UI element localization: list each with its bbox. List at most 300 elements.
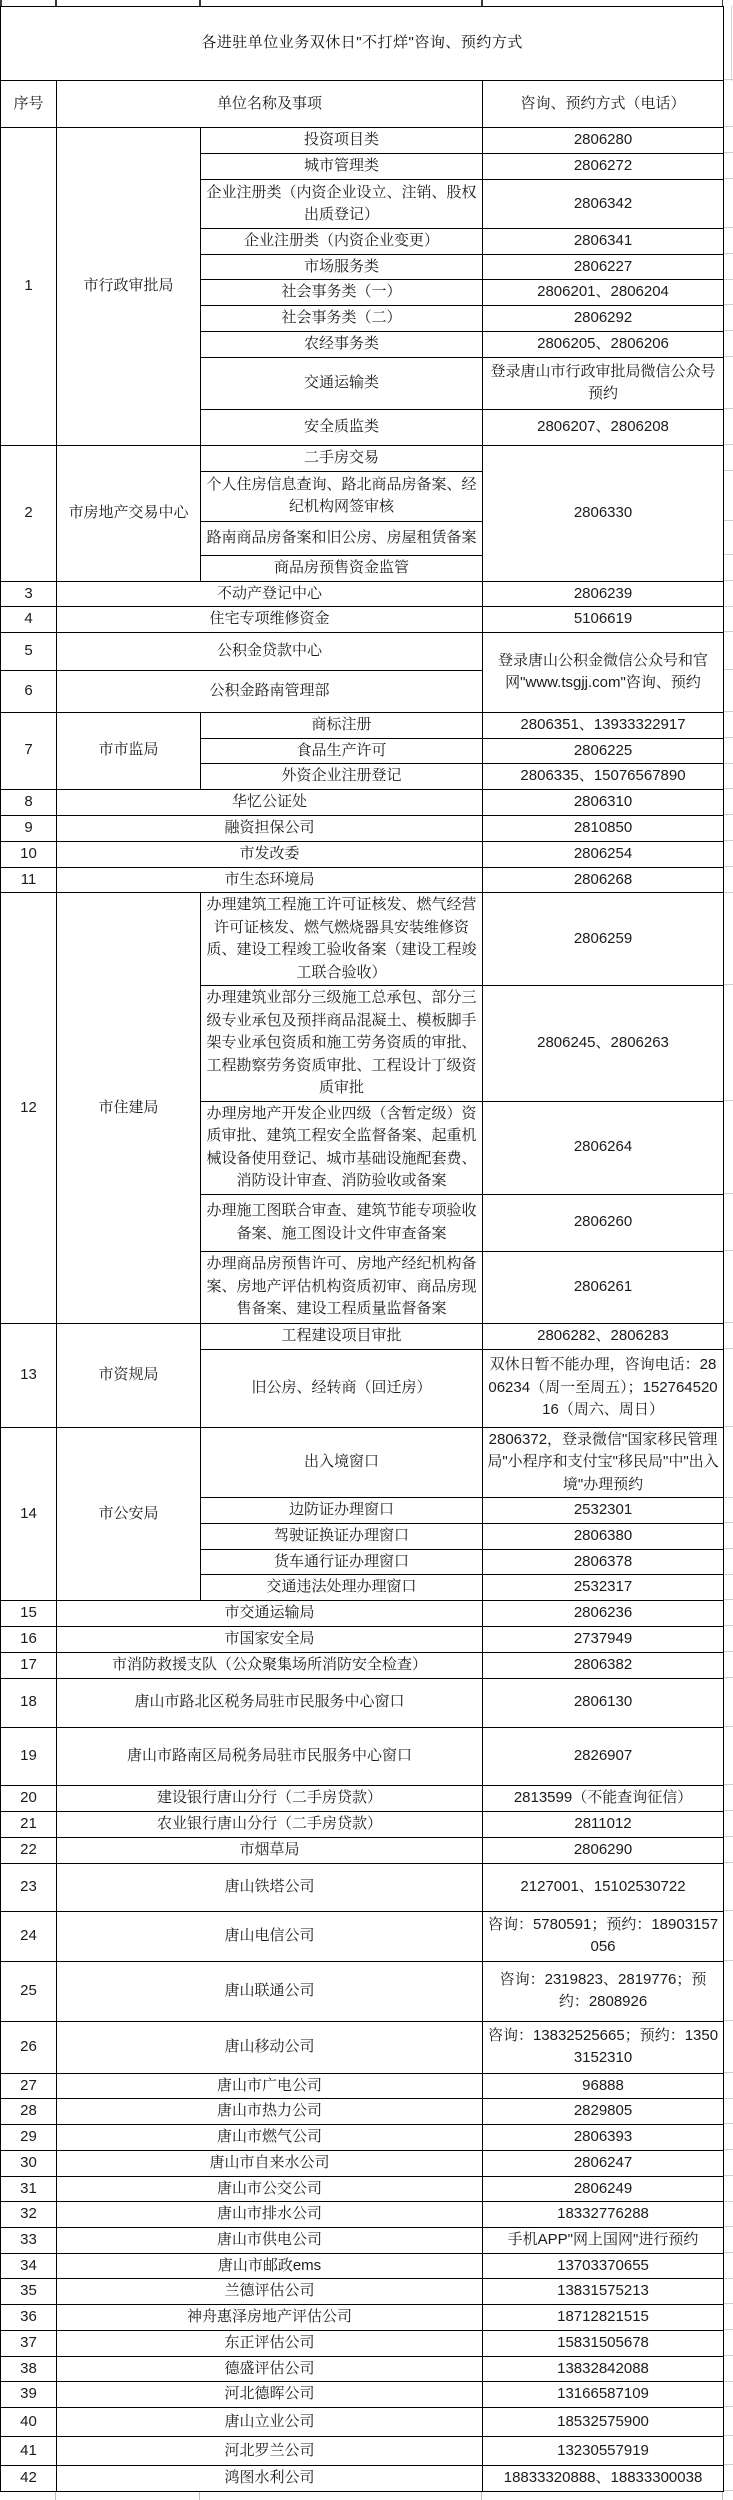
phone-value: 2806310 xyxy=(483,789,724,815)
phone-value: 2806342 xyxy=(483,180,724,229)
row-number: 10 xyxy=(1,841,57,867)
row-number: 33 xyxy=(1,2227,57,2253)
row-number: 37 xyxy=(1,2330,57,2356)
unit-item-name: 华忆公证处 xyxy=(57,789,483,815)
header-row xyxy=(1,81,724,128)
item-name: 市场服务类 xyxy=(201,254,483,280)
phone-value: 咨询：13832525665；预约：13503152310 xyxy=(483,2021,724,2073)
table-row xyxy=(1,815,724,841)
gridline xyxy=(724,1625,733,1626)
phone-value: 96888 xyxy=(483,2073,724,2099)
table-row xyxy=(1,632,724,670)
gridline xyxy=(724,669,733,670)
gridline xyxy=(724,840,733,841)
table-row xyxy=(1,893,724,986)
item-name: 办理房地产开发企业四级（含暂定级）资质审批、建筑工程安全监督备案、起重机械设备使用登记、城市基础设施配套费、消防设计审查、消防验收或备案 xyxy=(201,1101,483,1194)
item-name: 外资企业注册登记 xyxy=(201,764,483,790)
item-name: 办理商品房预售许可、房地产经纪机构备案、房地产评估机构资质初审、商品房现售备案、建设工程质量监督备案 xyxy=(201,1251,483,1323)
gridline xyxy=(724,1426,733,1427)
unit-item-name: 市生态环境局 xyxy=(57,867,483,893)
unit-item-name: 唐山市燃气公司 xyxy=(57,2125,483,2151)
row-number: 14 xyxy=(1,1427,57,1601)
row-number: 38 xyxy=(1,2356,57,2382)
unit-item-name: 唐山立业公司 xyxy=(57,2408,483,2437)
phone-value: 2806268 xyxy=(483,867,724,893)
unit-item-name: 唐山市广电公司 xyxy=(57,2073,483,2099)
gridline xyxy=(724,178,733,179)
row-number: 40 xyxy=(1,2408,57,2437)
phone-value: 2806280 xyxy=(483,128,724,154)
gridline xyxy=(724,330,733,331)
gridline xyxy=(724,1250,733,1251)
gridline xyxy=(0,0,2,6)
gridline xyxy=(724,814,733,815)
table-row xyxy=(1,789,724,815)
item-name: 边防证办理窗口 xyxy=(201,1498,483,1524)
unit-item-name: 公积金贷款中心 xyxy=(57,632,483,670)
table-row xyxy=(1,2253,724,2279)
unit-item-name: 融资担保公司 xyxy=(57,815,483,841)
phone-value: 2806254 xyxy=(483,841,724,867)
row-number: 25 xyxy=(1,1961,57,2021)
phone-value: 2806259 xyxy=(483,893,724,986)
unit-item-name: 市发改委 xyxy=(57,841,483,867)
item-name: 投资项目类 xyxy=(201,128,483,154)
table-row xyxy=(1,1678,724,1727)
gridline xyxy=(724,2072,733,2073)
unit-item-name: 兰德评估公司 xyxy=(57,2279,483,2305)
row-number: 28 xyxy=(1,2099,57,2125)
phone-value: 2826907 xyxy=(483,1727,724,1785)
row-number: 41 xyxy=(1,2437,57,2466)
unit-name: 市房地产交易中心 xyxy=(57,445,201,581)
phone-value: 2806236 xyxy=(483,1601,724,1627)
unit-item-name: 唐山市公交公司 xyxy=(57,2176,483,2202)
table-row xyxy=(1,2330,724,2356)
clipped-bottom-row xyxy=(0,2492,733,2500)
item-name: 商品房预售资金监管 xyxy=(201,555,483,581)
phone-value: 2806260 xyxy=(483,1194,724,1251)
phone-value: 5106619 xyxy=(483,607,724,633)
phone-value: 登录唐山市行政审批局微信公众号预约 xyxy=(483,357,724,409)
row-number: 23 xyxy=(1,1863,57,1911)
contact-table xyxy=(0,6,724,2492)
unit-item-name: 市交通运输局 xyxy=(57,1601,483,1627)
phone-value: 2806282、2806283 xyxy=(483,1323,724,1349)
gridline xyxy=(724,1348,733,1349)
unit-item-name: 唐山市路南区局税务局驻市民服务中心窗口 xyxy=(57,1727,483,1785)
phone-value: 2127001、15102530722 xyxy=(483,1863,724,1911)
gridline xyxy=(724,2435,733,2436)
unit-item-name: 河北罗兰公司 xyxy=(57,2437,483,2466)
gridline xyxy=(724,444,733,445)
item-name: 二手房交易 xyxy=(201,445,483,471)
row-number: 21 xyxy=(1,1811,57,1837)
phone-value: 2813599（不能查询征信） xyxy=(483,1785,724,1811)
gridline xyxy=(722,2492,723,2500)
gridline xyxy=(724,763,733,764)
gridline xyxy=(724,2175,733,2176)
item-name: 出入境窗口 xyxy=(201,1427,483,1498)
phone-value: 2806341 xyxy=(483,229,724,255)
phone-value: 13703370655 xyxy=(483,2253,724,2279)
gridline xyxy=(724,788,733,789)
row-number: 17 xyxy=(1,1652,57,1678)
phone-value: 2737949 xyxy=(483,1626,724,1652)
gridline xyxy=(731,6,732,81)
phone-value: 2806239 xyxy=(483,581,724,607)
gridline xyxy=(724,470,733,471)
phone-value: 2806207、2806208 xyxy=(483,409,724,445)
phone-value: 2806330 xyxy=(483,445,724,581)
gridline xyxy=(199,2492,200,2500)
row-number: 32 xyxy=(1,2202,57,2228)
gridline xyxy=(724,520,733,521)
phone-value: 2806290 xyxy=(483,1837,724,1863)
unit-item-name: 唐山市供电公司 xyxy=(57,2227,483,2253)
column-header-unit: 单位名称及事项 xyxy=(57,81,483,128)
unit-name: 市住建局 xyxy=(57,893,201,1324)
phone-value: 2806382 xyxy=(483,1652,724,1678)
phone-value: 咨询：5780591；预约：18903157056 xyxy=(483,1911,724,1961)
phone-value: 15831505678 xyxy=(483,2330,724,2356)
table-row xyxy=(1,1837,724,1863)
row-number: 4 xyxy=(1,607,57,633)
phone-value: 2806227 xyxy=(483,254,724,280)
gridline xyxy=(724,1910,733,1911)
item-name: 交通违法处理办理窗口 xyxy=(201,1575,483,1601)
row-number: 36 xyxy=(1,2305,57,2331)
row-number: 3 xyxy=(1,581,57,607)
gridline xyxy=(724,227,733,228)
phone-value: 13832842088 xyxy=(483,2356,724,2382)
table-row xyxy=(1,445,724,471)
item-name: 城市管理类 xyxy=(201,154,483,180)
gridline xyxy=(724,1322,733,1323)
unit-item-name: 唐山铁塔公司 xyxy=(57,1863,483,1911)
gridline xyxy=(724,580,733,581)
row-number: 26 xyxy=(1,2021,57,2073)
item-name: 办理建筑工程施工许可证核发、燃气经营许可证核发、燃气燃烧器具安装维修资质、建设工程竣工验收备案（建设工程竣工联合验收） xyxy=(201,893,483,986)
item-name: 交通运输类 xyxy=(201,357,483,409)
gridline xyxy=(724,1193,733,1194)
gridline xyxy=(724,1497,733,1498)
item-name: 社会事务类（二） xyxy=(201,305,483,331)
phone-value: 2806261 xyxy=(483,1251,724,1323)
gridline xyxy=(481,2492,482,2500)
phone-value: 2806335、15076567890 xyxy=(483,764,724,790)
row-number: 24 xyxy=(1,1911,57,1961)
gridline xyxy=(724,1810,733,1811)
gridline xyxy=(724,711,733,712)
table-row xyxy=(1,2021,724,2073)
table-row xyxy=(1,2125,724,2151)
table-row xyxy=(1,712,724,738)
item-name: 路南商品房备案和旧公房、房屋租赁备案 xyxy=(201,521,483,555)
row-number: 6 xyxy=(1,670,57,712)
gridline xyxy=(724,2149,733,2150)
item-name: 企业注册类（内资企业变更） xyxy=(201,229,483,255)
table-row xyxy=(1,2202,724,2228)
phone-value: 2806201、2806204 xyxy=(483,280,724,306)
gridline xyxy=(724,79,733,80)
table-row xyxy=(1,2382,724,2408)
unit-item-name: 德盛评估公司 xyxy=(57,2356,483,2382)
table-row xyxy=(1,1785,724,1811)
phone-value: 2810850 xyxy=(483,815,724,841)
table-row xyxy=(1,2466,724,2492)
gridline xyxy=(724,304,733,305)
row-number: 27 xyxy=(1,2073,57,2099)
row-number: 31 xyxy=(1,2176,57,2202)
unit-item-name: 唐山市自来水公司 xyxy=(57,2150,483,2176)
page-title: 各进驻单位业务双休日"不打烊"咨询、预约方式 xyxy=(1,7,724,81)
gridline xyxy=(724,1784,733,1785)
item-name: 企业注册类（内资企业设立、注销、股权出质登记） xyxy=(201,180,483,229)
row-number: 5 xyxy=(1,632,57,670)
unit-item-name: 市国家安全局 xyxy=(57,1626,483,1652)
row-number: 18 xyxy=(1,1678,57,1727)
unit-item-name: 唐山市热力公司 xyxy=(57,2099,483,2125)
row-number: 19 xyxy=(1,1727,57,1785)
table-row xyxy=(1,1863,724,1911)
gridline xyxy=(724,631,733,632)
phone-value: 2806249 xyxy=(483,2176,724,2202)
table-row xyxy=(1,2150,724,2176)
row-number: 30 xyxy=(1,2150,57,2176)
table-row xyxy=(1,2279,724,2305)
phone-value: 2532301 xyxy=(483,1498,724,1524)
gridline xyxy=(724,1726,733,1727)
table-row xyxy=(1,1652,724,1678)
phone-value: 手机APP"网上国网"进行预约 xyxy=(483,2227,724,2253)
row-number: 1 xyxy=(1,128,57,446)
row-number: 11 xyxy=(1,867,57,893)
gridline xyxy=(724,2406,733,2407)
phone-value: 2806372，登录微信"国家移民管理局"小程序和支付宝"移民局"中"出入境"办理预约 xyxy=(483,1427,724,1498)
phone-value: 2806272 xyxy=(483,154,724,180)
unit-item-name: 住宅专项维修资金 xyxy=(57,607,483,633)
unit-item-name: 唐山联通公司 xyxy=(57,1961,483,2021)
unit-item-name: 唐山市路北区税务局驻市民服务中心窗口 xyxy=(57,1678,483,1727)
table-row xyxy=(1,1601,724,1627)
phone-value: 2806225 xyxy=(483,738,724,764)
row-number: 15 xyxy=(1,1601,57,1627)
unit-item-name: 公积金路南管理部 xyxy=(57,670,483,712)
gridline xyxy=(724,408,733,409)
phone-value: 18712821515 xyxy=(483,2305,724,2331)
gridline xyxy=(724,892,733,893)
item-name: 商标注册 xyxy=(201,712,483,738)
table-row xyxy=(1,1727,724,1785)
gridline xyxy=(199,0,201,6)
table-row xyxy=(1,2176,724,2202)
row-number: 16 xyxy=(1,1626,57,1652)
phone-value: 双休日暂不能办理，咨询电话：2806234（周一至周五）；15276452016（周六、周日） xyxy=(483,1349,724,1427)
item-name: 办理建筑业部分三级施工总承包、部分三级专业承包及预拌商品混凝土、模板脚手架专业承包资质和施工劳务资质的审批、工程勘察劳务资质审批、工程设计丁级资质审批 xyxy=(201,986,483,1102)
row-number: 2 xyxy=(1,445,57,581)
table-body xyxy=(1,128,724,2492)
gridline xyxy=(724,2201,733,2202)
gridline xyxy=(724,1651,733,1652)
table-row xyxy=(1,2073,724,2099)
phone-value: 2806247 xyxy=(483,2150,724,2176)
item-name: 个人住房信息查询、路北商品房备案、经纪机构网签审核 xyxy=(201,471,483,521)
phone-value: 2806351、13933322917 xyxy=(483,712,724,738)
phone-value: 18833320888、18833300038 xyxy=(483,2466,724,2492)
gridline xyxy=(481,0,483,6)
column-header-phone: 咨询、预约方式（电话） xyxy=(483,81,724,128)
unit-item-name: 唐山电信公司 xyxy=(57,1911,483,1961)
unit-item-name: 不动产登记中心 xyxy=(57,581,483,607)
gridline xyxy=(55,2492,56,2500)
title-row xyxy=(1,7,724,81)
phone-value: 18532575900 xyxy=(483,2408,724,2437)
row-number: 20 xyxy=(1,1785,57,1811)
gridline xyxy=(722,0,724,6)
gridline xyxy=(724,1677,733,1678)
clipped-top-row xyxy=(0,0,733,6)
phone-value: 13230557919 xyxy=(483,2437,724,2466)
table-row xyxy=(1,128,724,154)
gridline xyxy=(724,1574,733,1575)
unit-item-name: 市烟草局 xyxy=(57,1837,483,1863)
phone-value: 咨询：2319823、2819776；预约：2808926 xyxy=(483,1961,724,2021)
item-name: 驾驶证换证办理窗口 xyxy=(201,1524,483,1550)
row-number: 12 xyxy=(1,893,57,1324)
unit-item-name: 鸿图水利公司 xyxy=(57,2466,483,2492)
item-name: 办理施工图联合审查、建筑节能专项验收备案、施工图设计文件审查备案 xyxy=(201,1194,483,1251)
gridline xyxy=(724,606,733,607)
phone-value: 2806130 xyxy=(483,1678,724,1727)
gridline xyxy=(724,253,733,254)
table-row xyxy=(1,1427,724,1498)
row-number: 9 xyxy=(1,815,57,841)
row-number: 22 xyxy=(1,1837,57,1863)
gridline xyxy=(724,1599,733,1600)
gridline xyxy=(724,2464,733,2465)
item-name: 食品生产许可 xyxy=(201,738,483,764)
table-row xyxy=(1,2227,724,2253)
gridline xyxy=(724,2355,733,2356)
phone-value: 2806245、2806263 xyxy=(483,986,724,1102)
unit-item-name: 市消防救援支队（公众聚集场所消防安全检查） xyxy=(57,1652,483,1678)
phone-value: 2806380 xyxy=(483,1524,724,1550)
phone-value: 2829805 xyxy=(483,2099,724,2125)
phone-value: 登录唐山公积金微信公众号和官网"www.tsgjj.com"咨询、预约 xyxy=(483,632,724,712)
table-row xyxy=(1,607,724,633)
phone-value: 2806378 xyxy=(483,1549,724,1575)
row-number: 7 xyxy=(1,712,57,789)
table-row xyxy=(1,2099,724,2125)
gridline xyxy=(724,2490,733,2491)
unit-item-name: 唐山市排水公司 xyxy=(57,2202,483,2228)
unit-item-name: 神舟惠泽房地产评估公司 xyxy=(57,2305,483,2331)
item-name: 货车通行证办理窗口 xyxy=(201,1549,483,1575)
gridline xyxy=(724,1548,733,1549)
gridline xyxy=(724,984,733,985)
gridline xyxy=(724,2252,733,2253)
phone-value: 2806205、2806206 xyxy=(483,331,724,357)
gridline xyxy=(724,356,733,357)
item-name: 安全质监类 xyxy=(201,409,483,445)
gridline xyxy=(55,0,57,6)
gridline xyxy=(724,2226,733,2227)
table-row xyxy=(1,1911,724,1961)
table-row xyxy=(1,2408,724,2437)
gridline xyxy=(724,2303,733,2304)
gridline xyxy=(724,2329,733,2330)
phone-value: 13831575213 xyxy=(483,2279,724,2305)
table-row xyxy=(1,1626,724,1652)
unit-item-name: 农业银行唐山分行（二手房贷款） xyxy=(57,1811,483,1837)
gridline xyxy=(724,126,733,127)
row-number: 13 xyxy=(1,1323,57,1427)
unit-name: 市公安局 xyxy=(57,1427,201,1601)
gridline xyxy=(724,554,733,555)
gridline xyxy=(724,1862,733,1863)
unit-item-name: 唐山移动公司 xyxy=(57,2021,483,2073)
table-row xyxy=(1,1811,724,1837)
gridline xyxy=(724,279,733,280)
item-name: 社会事务类（一） xyxy=(201,280,483,306)
item-name: 旧公房、经转商（回迁房） xyxy=(201,1349,483,1427)
table-row xyxy=(1,841,724,867)
unit-item-name: 建设银行唐山分行（二手房贷款） xyxy=(57,1785,483,1811)
unit-name: 市行政审批局 xyxy=(57,128,201,446)
phone-value: 2806264 xyxy=(483,1101,724,1194)
table-row xyxy=(1,2356,724,2382)
table-row xyxy=(1,581,724,607)
gridline xyxy=(724,866,733,867)
gridline xyxy=(724,2381,733,2382)
phone-value: 13166587109 xyxy=(483,2382,724,2408)
gridline xyxy=(724,1522,733,1523)
unit-item-name: 东正评估公司 xyxy=(57,2330,483,2356)
gridline xyxy=(724,2123,733,2124)
phone-value: 2811012 xyxy=(483,1811,724,1837)
table-row xyxy=(1,1961,724,2021)
phone-value: 2806292 xyxy=(483,305,724,331)
row-number: 39 xyxy=(1,2382,57,2408)
gridline xyxy=(724,1960,733,1961)
gridline xyxy=(724,1836,733,1837)
column-header-index: 序号 xyxy=(1,81,57,128)
gridline xyxy=(724,737,733,738)
row-number: 42 xyxy=(1,2466,57,2492)
unit-name: 市资规局 xyxy=(57,1323,201,1427)
row-number: 34 xyxy=(1,2253,57,2279)
gridline xyxy=(724,2098,733,2099)
phone-value: 2806393 xyxy=(483,2125,724,2151)
gridline xyxy=(724,152,733,153)
table-row xyxy=(1,867,724,893)
item-name: 工程建设项目审批 xyxy=(201,1323,483,1349)
table-row xyxy=(1,1323,724,1349)
unit-item-name: 河北德晖公司 xyxy=(57,2382,483,2408)
gridline xyxy=(724,2278,733,2279)
row-number: 35 xyxy=(1,2279,57,2305)
unit-name: 市市监局 xyxy=(57,712,201,789)
row-number: 8 xyxy=(1,789,57,815)
item-name: 农经事务类 xyxy=(201,331,483,357)
gridline xyxy=(724,2020,733,2021)
table-row xyxy=(1,2305,724,2331)
phone-value: 2532317 xyxy=(483,1575,724,1601)
phone-value: 18332776288 xyxy=(483,2202,724,2228)
gridline xyxy=(724,1100,733,1101)
table-row xyxy=(1,2437,724,2466)
